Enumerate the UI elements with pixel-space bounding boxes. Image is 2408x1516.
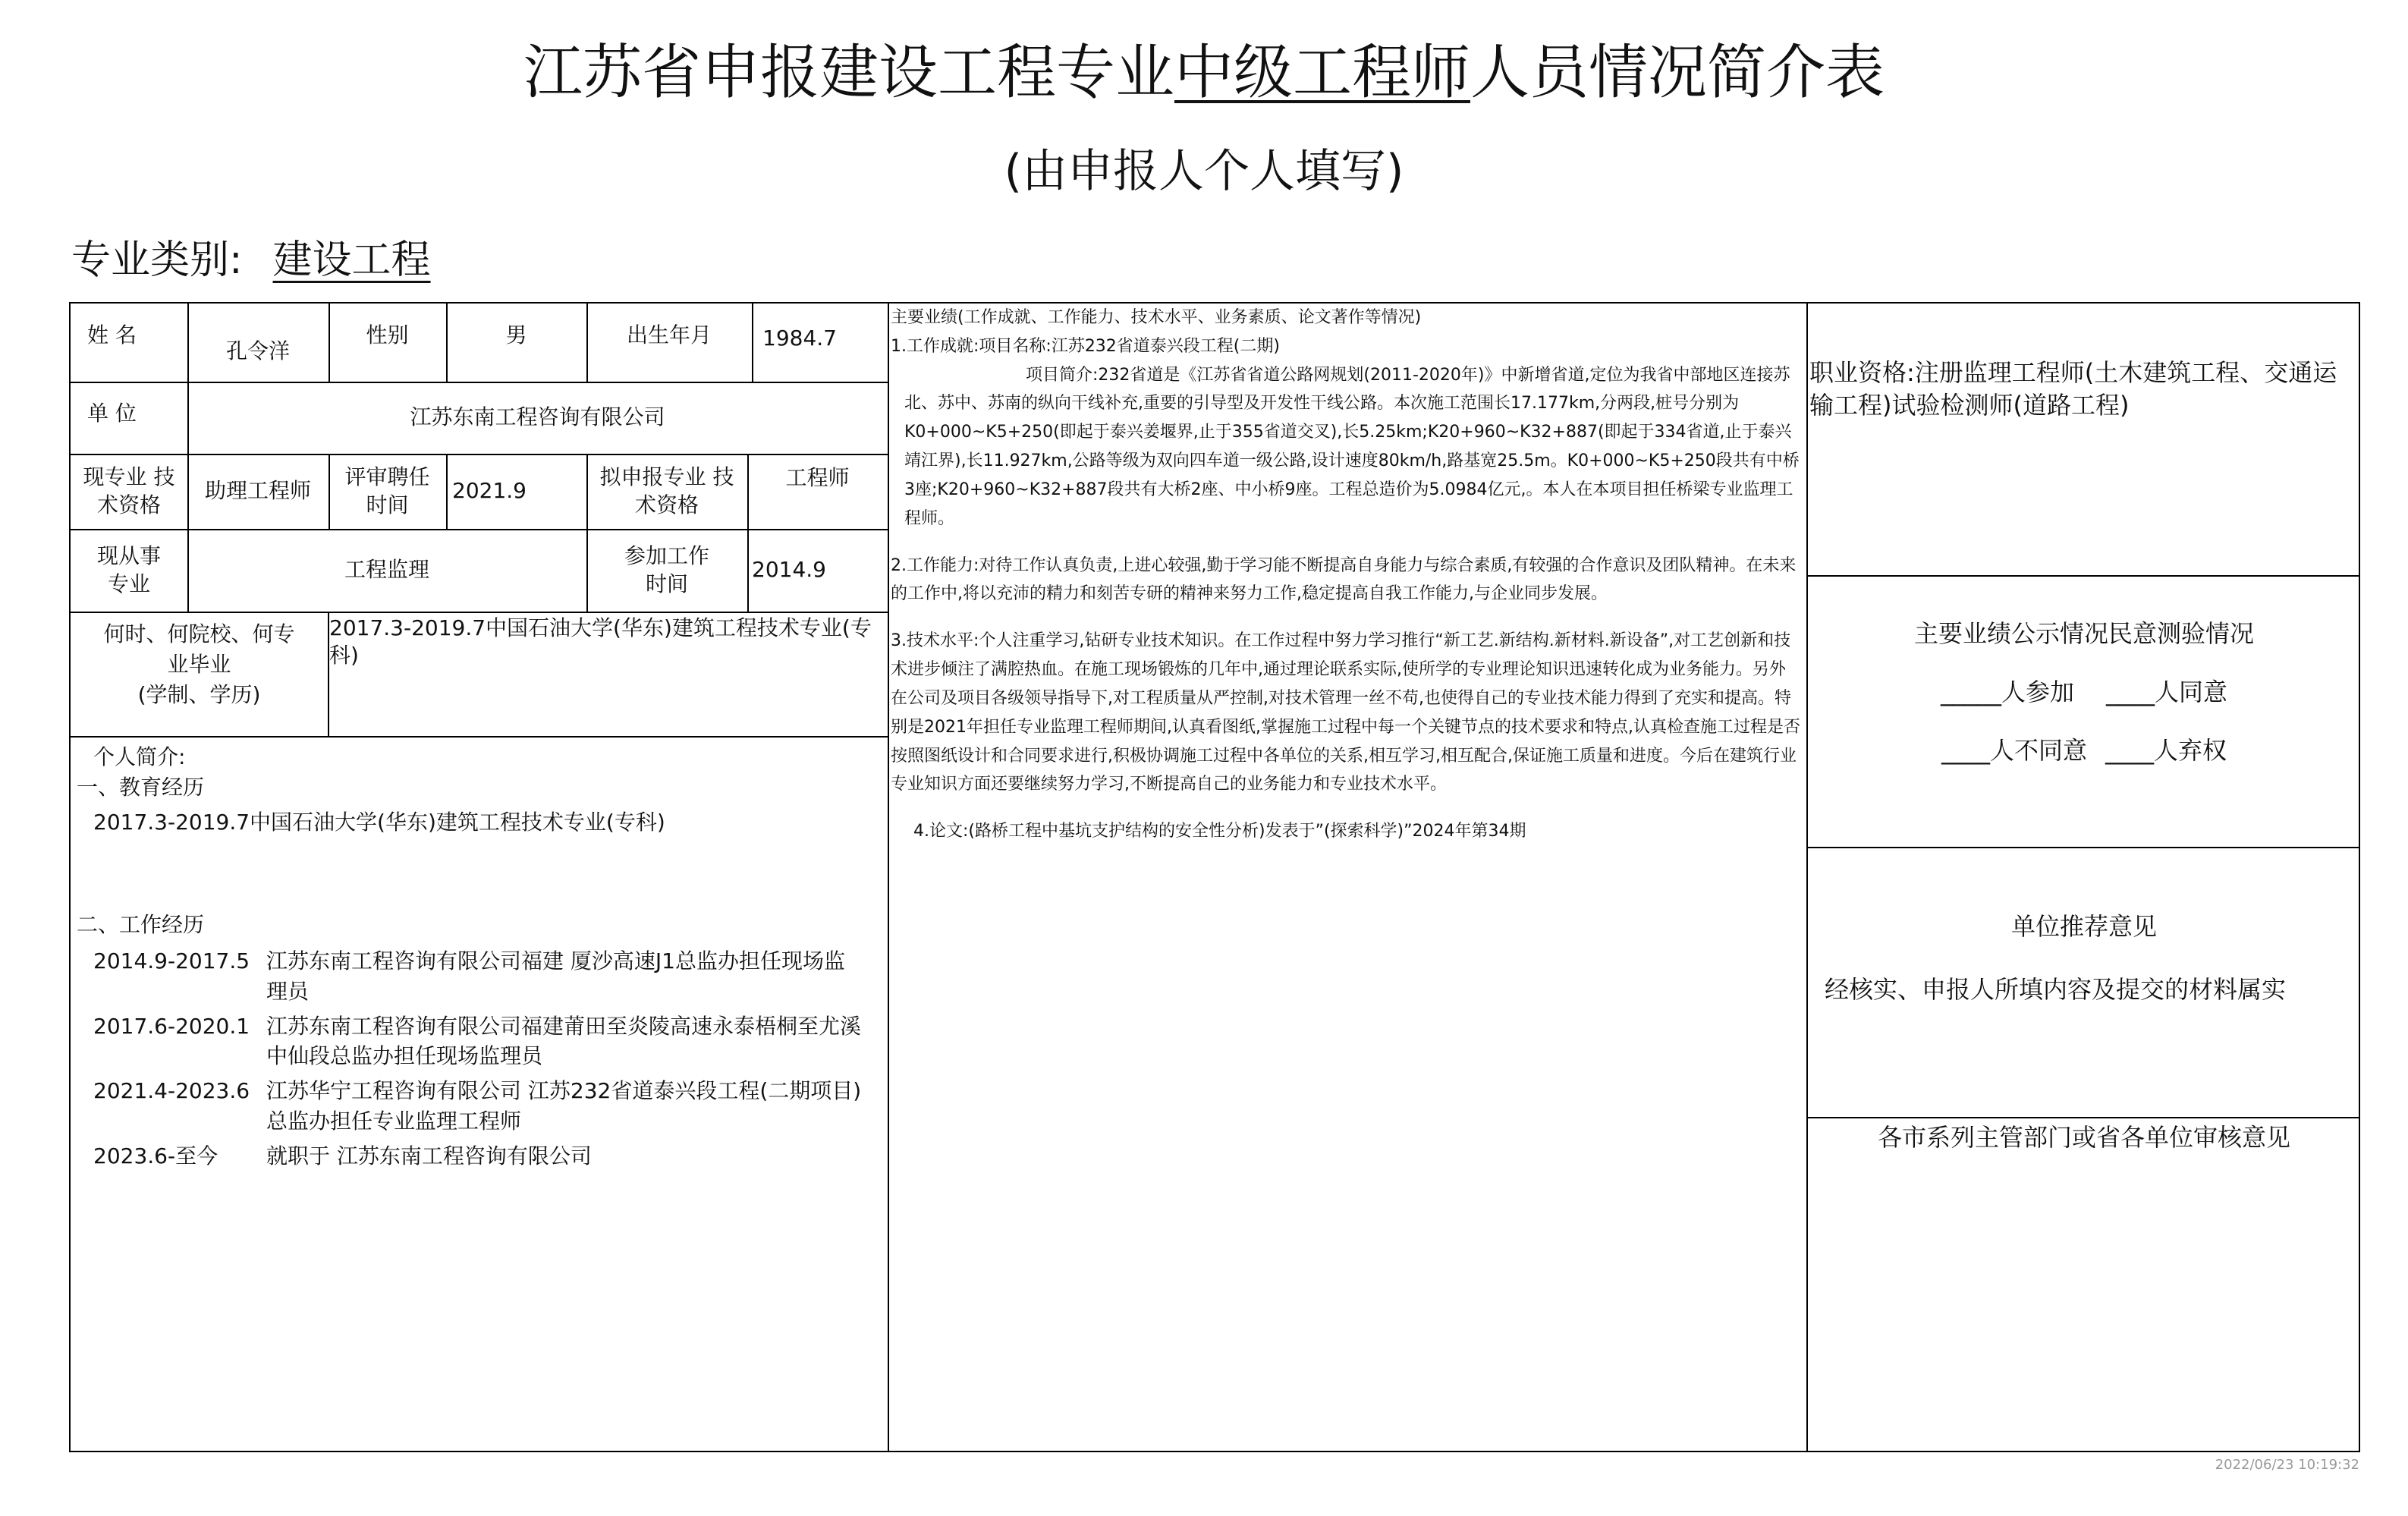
unit-label: 单 位 (87, 401, 137, 426)
apply-qual-value: 工程师 (785, 465, 850, 490)
grad-value: 2017.3-2019.7中国石油大学(华东)建筑工程技术专业(专科) (329, 615, 872, 668)
name-value: 孔令洋 (225, 338, 290, 364)
unit-rec-text: 经核实、申报人所填内容及提交的材料属实 (1825, 975, 2287, 1005)
survey-abstain: ____人弃权 (2105, 736, 2227, 766)
review-opinion: 各市系列主管部门或省各单位审核意见 (1877, 1123, 2290, 1152)
work-desc-3: 江苏华宁工程咨询有限公司 江苏232省道泰兴段工程(二期项目)总监办担任专业监理工程师 (266, 1078, 862, 1134)
achievement-4: 4.论文:(路桥工程中基坑支护结构的安全性分析)发表于”(探索科学)”2024年第34期 (913, 822, 1526, 841)
achievement-2: 2.工作能力:对待工作认真负责,上进心较强,勤于学习能不断提高自身能力与综合素质,有较强的合作意识及团队精神。在未来的工作中,将以充沛的精力和刻苦专研的精神来努力工作,稳定提高自我工作能力,与企业同步发展。 (891, 555, 1797, 604)
survey-box (1808, 575, 2360, 847)
survey-line-2 (1808, 734, 2360, 767)
work-list (77, 946, 865, 1171)
category-value: 建设工程 (272, 237, 431, 283)
achievement-1-title: 1.工作成就:项目名称:江苏232省道泰兴段工程(二期) (891, 336, 1280, 356)
unit-value: 江苏东南工程咨询有限公司 (410, 404, 665, 430)
work-heading: 二、工作经历 (77, 912, 205, 938)
grad-label-line1: 何时、何院校、何专 (103, 621, 295, 646)
survey-line-1 (1808, 676, 2360, 709)
major-label: 现从事专业 (96, 543, 161, 596)
title-part1: 江苏省申报建设工程专业 (523, 39, 1174, 107)
current-qual-value: 助理工程师 (204, 478, 311, 504)
major-value: 工程监理 (344, 557, 429, 583)
birth-label: 出生年月 (626, 322, 712, 348)
title-underlined: 中级工程师 (1174, 39, 1470, 107)
work-start-label: 参加工作时间 (624, 543, 709, 596)
work-desc-1: 江苏东南工程咨询有限公司福建 厦沙高速J1总监办担任现场监理员 (266, 948, 845, 1004)
form-table (69, 302, 2360, 1452)
survey-participants: _____人参加 (1940, 678, 2074, 707)
work-desc-2: 江苏东南工程咨询有限公司福建莆田至炎陵高速永泰梧桐至尤溪中仙段总监办担任现场监理员 (266, 1013, 862, 1069)
title-part2: 人员情况简介表 (1470, 39, 1885, 107)
apply-qual-label: 拟申报专业 技术资格 (599, 464, 734, 517)
current-qual-label: 现专业 技术资格 (83, 464, 175, 517)
bio-heading: 个人简介: (93, 744, 186, 769)
grad-label (71, 612, 328, 736)
edu-heading: 一、教育经历 (77, 774, 205, 800)
edu-item: 2017.3-2019.7中国石油大学(华东)建筑工程技术专业(专科) (93, 809, 665, 835)
unit-rec-title: 单位推荐意见 (2010, 912, 2157, 941)
survey-agree: ____人同意 (2106, 678, 2228, 707)
survey-disagree: ____人不同意 (1941, 736, 2087, 766)
survey-title: 主要业绩公示情况民意测验情况 (1913, 619, 2254, 648)
birth-value: 1984.7 (762, 326, 837, 351)
personal-bio (71, 736, 888, 1452)
work-start-value: 2014.9 (752, 557, 826, 583)
work-period-4: 2023.6-至今 (93, 1143, 218, 1168)
work-period-2: 2017.6-2020.1 (93, 1013, 250, 1039)
name-label: 姓 名 (87, 322, 137, 348)
page-subtitle: (由申报人个人填写) (1004, 145, 1404, 198)
achievement-3: 3.技术水平:个人注重学习,钻研专业技术知识。在工作过程中努力学习推行“新工艺.新结构.新材料.新设备”,对工艺创新和技术进步倾注了满腔热血。在施工现场锻炼的几年中,通过理论联系实际,使所学的专业理论知识迅速转化成为业务能力。另外在公司及项目各级领导指导下,对工程质量从严控制,对技术管理一丝不苟,也使得自己的专业技术能力得到了充实和提高。特别是2021年担任专业监理工程师期间,认真看图纸,掌握施工过程中每一个关键节点的技术要求和特点,认真检查施工过程是否按照图纸设计和合同要求进行,积极协调施工过程中各单位的关系,相互学习,相互配合,保证施工质量和进度。今后在建筑行业专业知识方面还要继续努力学习,不断提高自己的业务能力和专业技术水平。 (891, 631, 1800, 794)
work-period-3: 2021.4-2023.6 (93, 1078, 250, 1103)
appoint-value: 2021.9 (452, 478, 527, 504)
gender-label: 性别 (366, 322, 409, 348)
achievements (889, 304, 1806, 1452)
grad-label-line2: 业毕业 (167, 651, 231, 677)
achievements-heading: 主要业绩(工作成就、工作能力、技术水平、业务素质、论文著作等情况) (891, 308, 1422, 327)
timestamp: 2022/06/23 10:19:32 (2215, 1457, 2359, 1473)
qualification: 职业资格:注册监理工程师(土木建筑工程、交通运输工程)试验检测师(道路工程) (1809, 358, 2337, 420)
unit-recommendation (1808, 847, 2360, 1117)
category-label: 专业类别: (71, 237, 243, 283)
gender-value: 男 (505, 322, 527, 348)
category-line (71, 228, 431, 285)
appoint-label: 评审聘任时间 (344, 464, 430, 517)
page-title (0, 38, 2408, 109)
work-desc-4: 就职于 江苏东南工程咨询有限公司 (266, 1143, 592, 1168)
grad-label-line3: (学制、学历) (137, 681, 261, 707)
work-period-1: 2014.9-2017.5 (93, 948, 250, 973)
achievement-1-body: 项目简介:232省道是《江苏省省道公路网规划(2011-2020年)》中新增省道,定位为我省中部地区连接苏北、苏中、苏南的纵向干线补充,重要的引导型及开发性干线公路。本次施工范围长17.177km,分两段,桩号分别为K0+000~K5+250(即起于泰兴姜堰界,止于355省道交叉),长5.25km;K20+960~K32+887(即起于334省道,止于泰兴靖江界),长11.927km,公路等级为双向四车道一级公路,设计速度80km/h,路基宽25.5m。K0+000~K5+250段共有中桥3座;K20+960~K32+887段共有大桥2座、中小桥9座。工程总造价为5.0984亿元,。本人在本项目担任桥梁专业监理工程师。 (904, 365, 1800, 528)
